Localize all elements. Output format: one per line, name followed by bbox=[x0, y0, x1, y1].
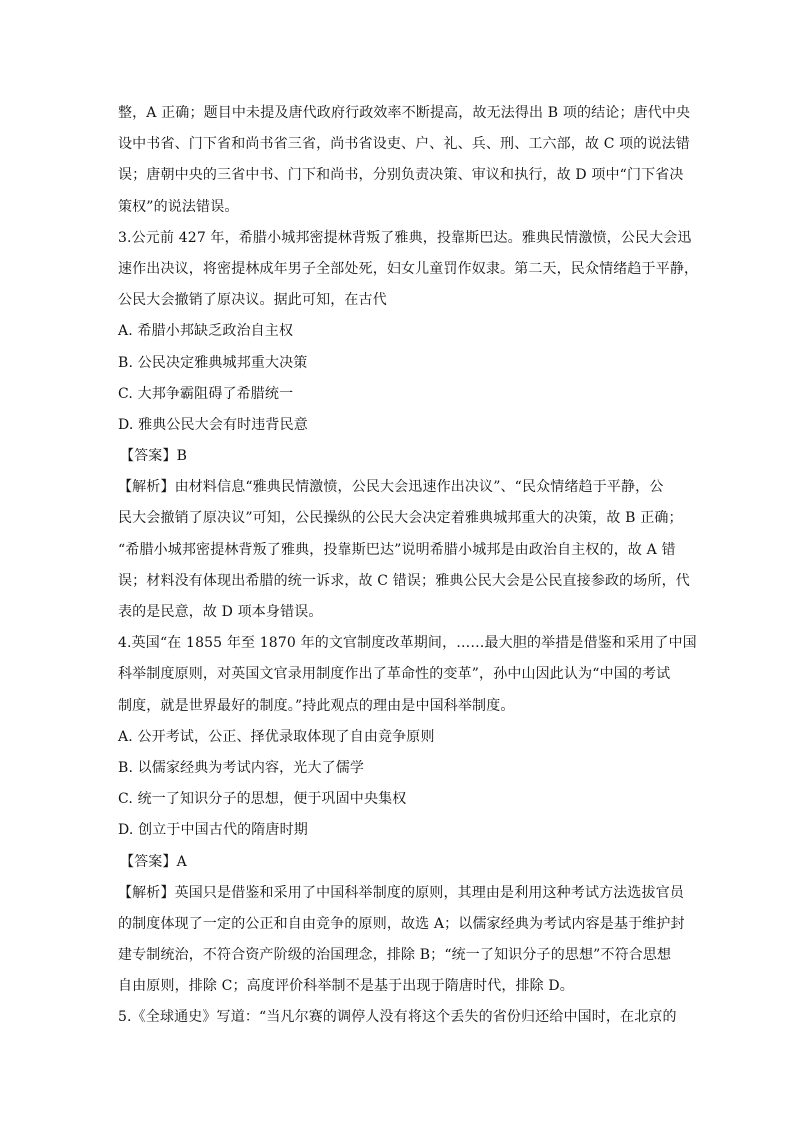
text-line: 误；材料没有体现出希腊的统一诉求，故 C 错误；雅典公民大会是公民直接参政的场所，代 bbox=[118, 572, 690, 589]
text-line: 策权”的说法错误。 bbox=[118, 198, 239, 215]
document-page bbox=[118, 98, 699, 1034]
text-line: 公民大会撤销了原决议。据此可知，在古代 bbox=[118, 292, 387, 309]
option-a: A. 希腊小邦缺乏政治自主权 bbox=[118, 323, 294, 340]
text-line: 科举制度原则，对英国文官录用制度作出了革命性的变革”，孙中山因此认为“中国的考试 bbox=[118, 666, 671, 683]
text-line: “希腊小城邦密提林背叛了雅典，投靠斯巴达”说明希腊小城邦是由政治自主权的，故 A 错 bbox=[118, 541, 676, 558]
question-4-stem: 4.英国“在 1855 年至 1870 年的文官制度改革期间，……最大胆的举措是借鉴和采用了中国 bbox=[118, 635, 697, 652]
text-line: 表的是民意，故 D 项本身错误。 bbox=[118, 604, 323, 620]
text-line: 制度，就是世界最好的制度。”持此观点的理由是中国科举制度。 bbox=[118, 697, 515, 714]
option-c: C. 统一了知识分子的思想，便于巩固中央集权 bbox=[118, 791, 407, 808]
text-line: 自由原则，排除 C；高度评价科举制不是基于出现于隋唐时代，排除 D。 bbox=[118, 978, 574, 995]
option-a: A. 公开考试，公正、择优录取体现了自由竞争原则 bbox=[118, 728, 435, 745]
option-d: D. 雅典公民大会有时违背民意 bbox=[118, 416, 308, 433]
text-line: 民大会撤销了原决议”可知，公民操纵的公民大会决定着雅典城邦重大的决策，故 B 正确； bbox=[118, 510, 683, 527]
text-line: 整，A 正确；题目中未提及唐代政府行政效率不断提高，故无法得出 B 项的结论；唐代中央 bbox=[118, 105, 691, 121]
answer-label: 【答案】A bbox=[120, 853, 187, 870]
option-c: C. 大邦争霸阻碍了希腊统一 bbox=[118, 385, 294, 402]
text-line: 误；唐朝中央的三省中书、门下和尚书，分别负责决策、审议和执行，故 D 项中“门下省决 bbox=[118, 167, 684, 184]
text-line: 设中书省、门下省和尚书省三省，尚书省设吏、户、礼、兵、刑、工六部，故 C 项的说法错 bbox=[118, 136, 690, 153]
analysis-text: 【解析】由材料信息“雅典民情激愤，公民大会迅速作出决议”、“民众情绪趋于平静，公 bbox=[118, 479, 664, 496]
question-5-stem: 5.《全球通史》写道：“当凡尔赛的调停人没有将这个丢失的省份归还给中国时，在北京的 bbox=[118, 1009, 677, 1026]
text-line: 速作出决议，将密提林成年男子全部处死，妇女儿童罚作奴隶。第二天，民众情绪趋于平静， bbox=[118, 260, 699, 277]
text-line: 的制度体现了一定的公正和自由竞争的原则，故选 A；以儒家经典为考试内容是基于维护封 bbox=[118, 915, 685, 932]
option-b: B. 公民决定雅典城邦重大决策 bbox=[118, 354, 308, 371]
text-line: 建专制统治，不符合资产阶级的治国理念，排除 B；“统一了知识分子的思想”不符合思想 bbox=[118, 947, 672, 964]
answer-label: 【答案】B bbox=[120, 448, 188, 465]
option-d: D. 创立于中国古代的隋唐时期 bbox=[118, 822, 308, 839]
question-3-stem: 3.公元前 427 年，希腊小城邦密提林背叛了雅典，投靠斯巴达。雅典民情激愤，公民大会迅 bbox=[118, 229, 692, 246]
analysis-text: 【解析】英国只是借鉴和采用了中国科举制度的原则，其理由是利用这种考试方法选拔官员 bbox=[118, 884, 684, 901]
option-b: B. 以儒家经典为考试内容，光大了儒学 bbox=[118, 759, 365, 776]
